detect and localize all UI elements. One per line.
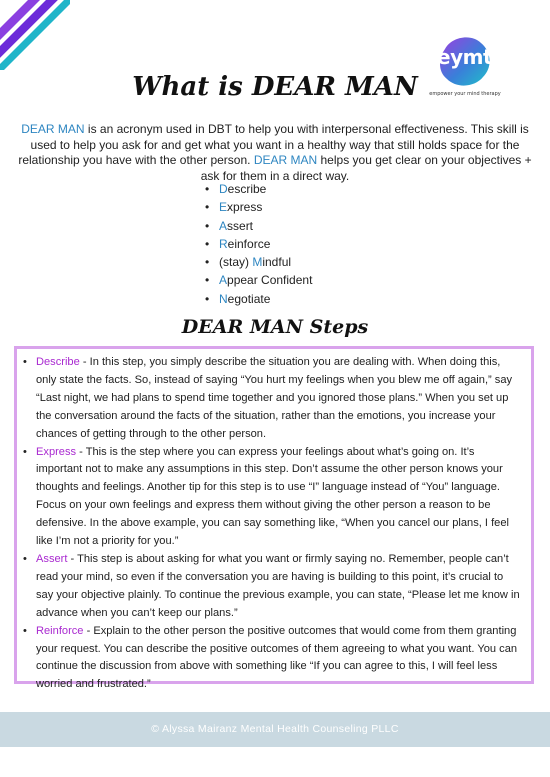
corner-stripes-decoration: [0, 0, 70, 70]
logo-tagline: empower your mind therapy: [429, 91, 501, 97]
acronym-item: [205, 290, 312, 308]
steps-heading: DEAR MAN Steps: [181, 316, 369, 338]
acronym-letter: D: [219, 182, 228, 196]
step-item: [23, 354, 523, 444]
step-text: - In this step, you simply describe the situation you are dealing with. When doing this, only state the facts. So, instead of saying “You hurt my feelings when you blew me off again,” say “Last night, we had plans to spend time together and you ignored those plans.” When you set up the conversation around the facts of the situation, rather than the emotions, you increase your chances of getting through to the other person.: [36, 356, 513, 440]
intro-lead-term: DEAR MAN: [21, 122, 85, 136]
steps-box: [14, 346, 534, 691]
intro-paragraph: [14, 122, 536, 184]
acronym-rest: xpress: [227, 200, 263, 215]
acronym-rest: ssert: [227, 218, 254, 233]
step-text: - Explain to the other person the positive outcomes that would come from them granting your request. You can describe the positive outcomes of them agreeing to what you want. You can continue the discussion from above with something like “If you can agree to this, I will feel less worried and frustrated.”: [36, 624, 518, 691]
acronym-letter: N: [219, 291, 228, 306]
acronym-item: [205, 180, 312, 198]
acronym-letter: A: [219, 218, 228, 233]
step-term: Express: [36, 445, 77, 458]
logo-text: eymt: [437, 45, 493, 69]
intro-text-part2: helps you get clear on your objectives + ask for them in a direct way.: [200, 153, 532, 183]
step-term: Assert: [36, 552, 68, 565]
intro-lead-term-2: DEAR MAN: [253, 153, 318, 167]
step-item: [23, 623, 523, 695]
acronym-prefix: (stay): [219, 255, 253, 270]
acronym-item: [205, 253, 312, 271]
intro-text-part1: is an acronym used in DBT to help you with interpersonal effectiveness. This skill is used to help you ask for and get what you want in a healthy way that still holds space for the relationship you have with the other person.: [18, 122, 529, 167]
steps-list: [23, 354, 523, 694]
step-term: Reinforce: [36, 624, 84, 637]
acronym-item: [205, 235, 312, 253]
acronym-list: [205, 180, 312, 308]
step-text: - This step is about asking for what you want or firmly saying no. Remember, people can’t read your mind, so even if the conversation you are having is building to this point, it’s crucial to say your objective plainly. To continue the previous example, you can state, “Please let me know in advance when you can’t keep our plans.”: [36, 552, 520, 619]
acronym-rest: ppear Confident: [227, 273, 313, 288]
acronym-item: [205, 198, 312, 216]
acronym-letter: A: [219, 273, 228, 288]
acronym-rest: egotiate: [227, 291, 271, 306]
step-text: - This is the step where you can express your feelings about what’s going on. It’s important not to make any assumptions in this step. Don’t assume the other person knows your thoughts and feelings. Another tip for this step is to use “I” language instead of “You” language. Focus on your own feelings and express them without giving the other person a reason to be defensive. In the above example, you can say something like, “When you cancel our plans, I feel like I’m not a priority for you.”: [36, 445, 509, 548]
acronym-letter: E: [219, 200, 228, 215]
acronym-item: [205, 271, 312, 289]
acronym-letter: M: [252, 255, 263, 270]
acronym-letter: R: [219, 236, 228, 251]
acronym-rest: einforce: [227, 236, 271, 251]
page-title: What is DEAR MAN: [132, 72, 418, 102]
step-term: Describe: [36, 356, 80, 368]
acronym-item: [205, 217, 312, 235]
step-item: [23, 551, 523, 623]
acronym-rest: indful: [262, 255, 292, 270]
acronym-rest: escribe: [227, 182, 267, 196]
step-item: [23, 444, 523, 551]
footer-copyright: © Alyssa Mairanz Mental Health Counseling PLLC: [0, 712, 550, 747]
